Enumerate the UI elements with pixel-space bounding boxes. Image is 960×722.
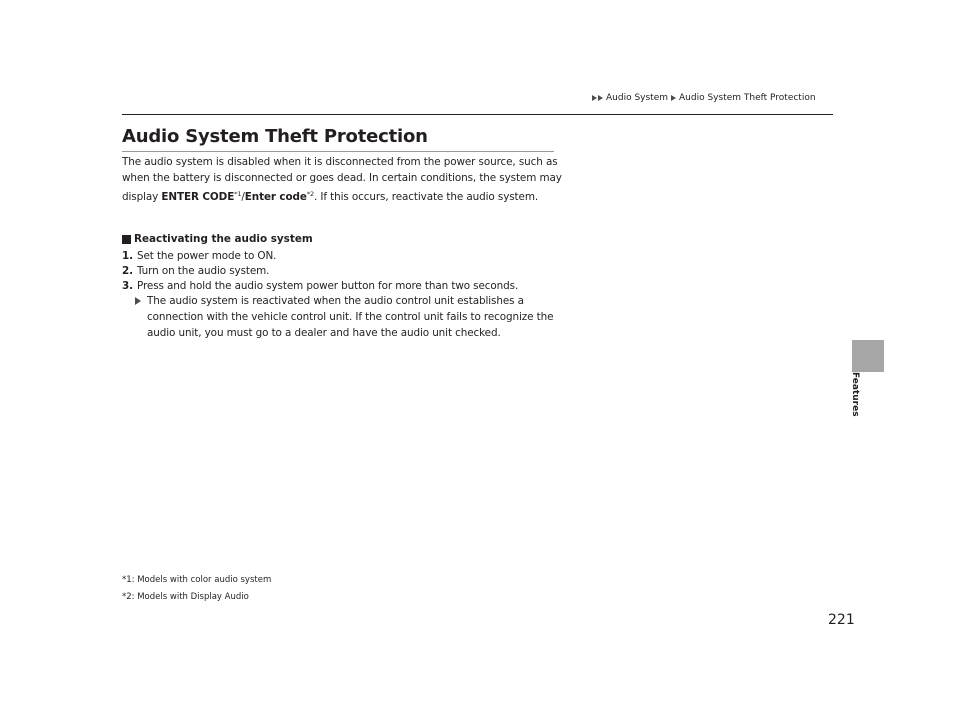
intro-text-part2: . If this occurs, reactivate the audio system. (314, 191, 539, 203)
footnote-ref-2[interactable]: *2 (306, 190, 315, 198)
footnote-1: *1: Models with color audio system (122, 575, 272, 585)
breadcrumb (592, 93, 832, 103)
page-number: 221 (828, 612, 855, 628)
breadcrumb-arrow-icon (592, 95, 597, 101)
display-code-upper: ENTER CODE (161, 191, 235, 203)
breadcrumb-item-theft-protection[interactable]: Audio System Theft Protection (679, 93, 816, 103)
square-bullet-icon (122, 235, 131, 244)
breadcrumb-arrow-icon (598, 95, 603, 101)
intro-text-part1: The audio system is disabled when it is disconnected from the power source, such as when the battery is disconnected or goes dead. In certain conditions, the system may display (122, 156, 562, 203)
subsection-heading (122, 233, 313, 245)
chapter-tab-label (850, 372, 864, 432)
footnote-2: *2: Models with Display Audio (122, 592, 249, 602)
step-note (135, 293, 555, 341)
note-arrow-icon (135, 297, 141, 305)
step-number: 2. (122, 265, 133, 277)
step-text: Set the power mode to ON. (136, 250, 277, 262)
code-separator: / (241, 191, 245, 203)
note-text: The audio system is reactivated when the audio control unit establishes a connection with the vehicle control unit. If the control unit fails to recognize the audio unit, you must go to a dealer and have the audio unit checked. (147, 295, 554, 339)
display-code-lower: Enter code (244, 191, 307, 203)
step-number: 3. (122, 280, 133, 292)
header-rule (122, 114, 833, 115)
chapter-tab[interactable] (852, 340, 884, 372)
breadcrumb-arrow-icon (671, 95, 676, 101)
chapter-label-text: Features (850, 372, 860, 417)
page-title: Audio System Theft Protection (122, 126, 428, 147)
footnote-ref-1[interactable]: *1 (234, 190, 242, 198)
intro-paragraph (122, 154, 562, 205)
step-number: 1. (122, 250, 133, 262)
subsection-title: Reactivating the audio system (134, 233, 313, 245)
breadcrumb-item-audio-system[interactable]: Audio System (606, 93, 669, 103)
step-item (122, 278, 518, 294)
step-item (122, 248, 276, 264)
step-text: Turn on the audio system. (136, 265, 270, 277)
step-item (122, 263, 269, 279)
title-underline (122, 151, 554, 152)
step-text: Press and hold the audio system power button for more than two seconds. (136, 280, 519, 292)
